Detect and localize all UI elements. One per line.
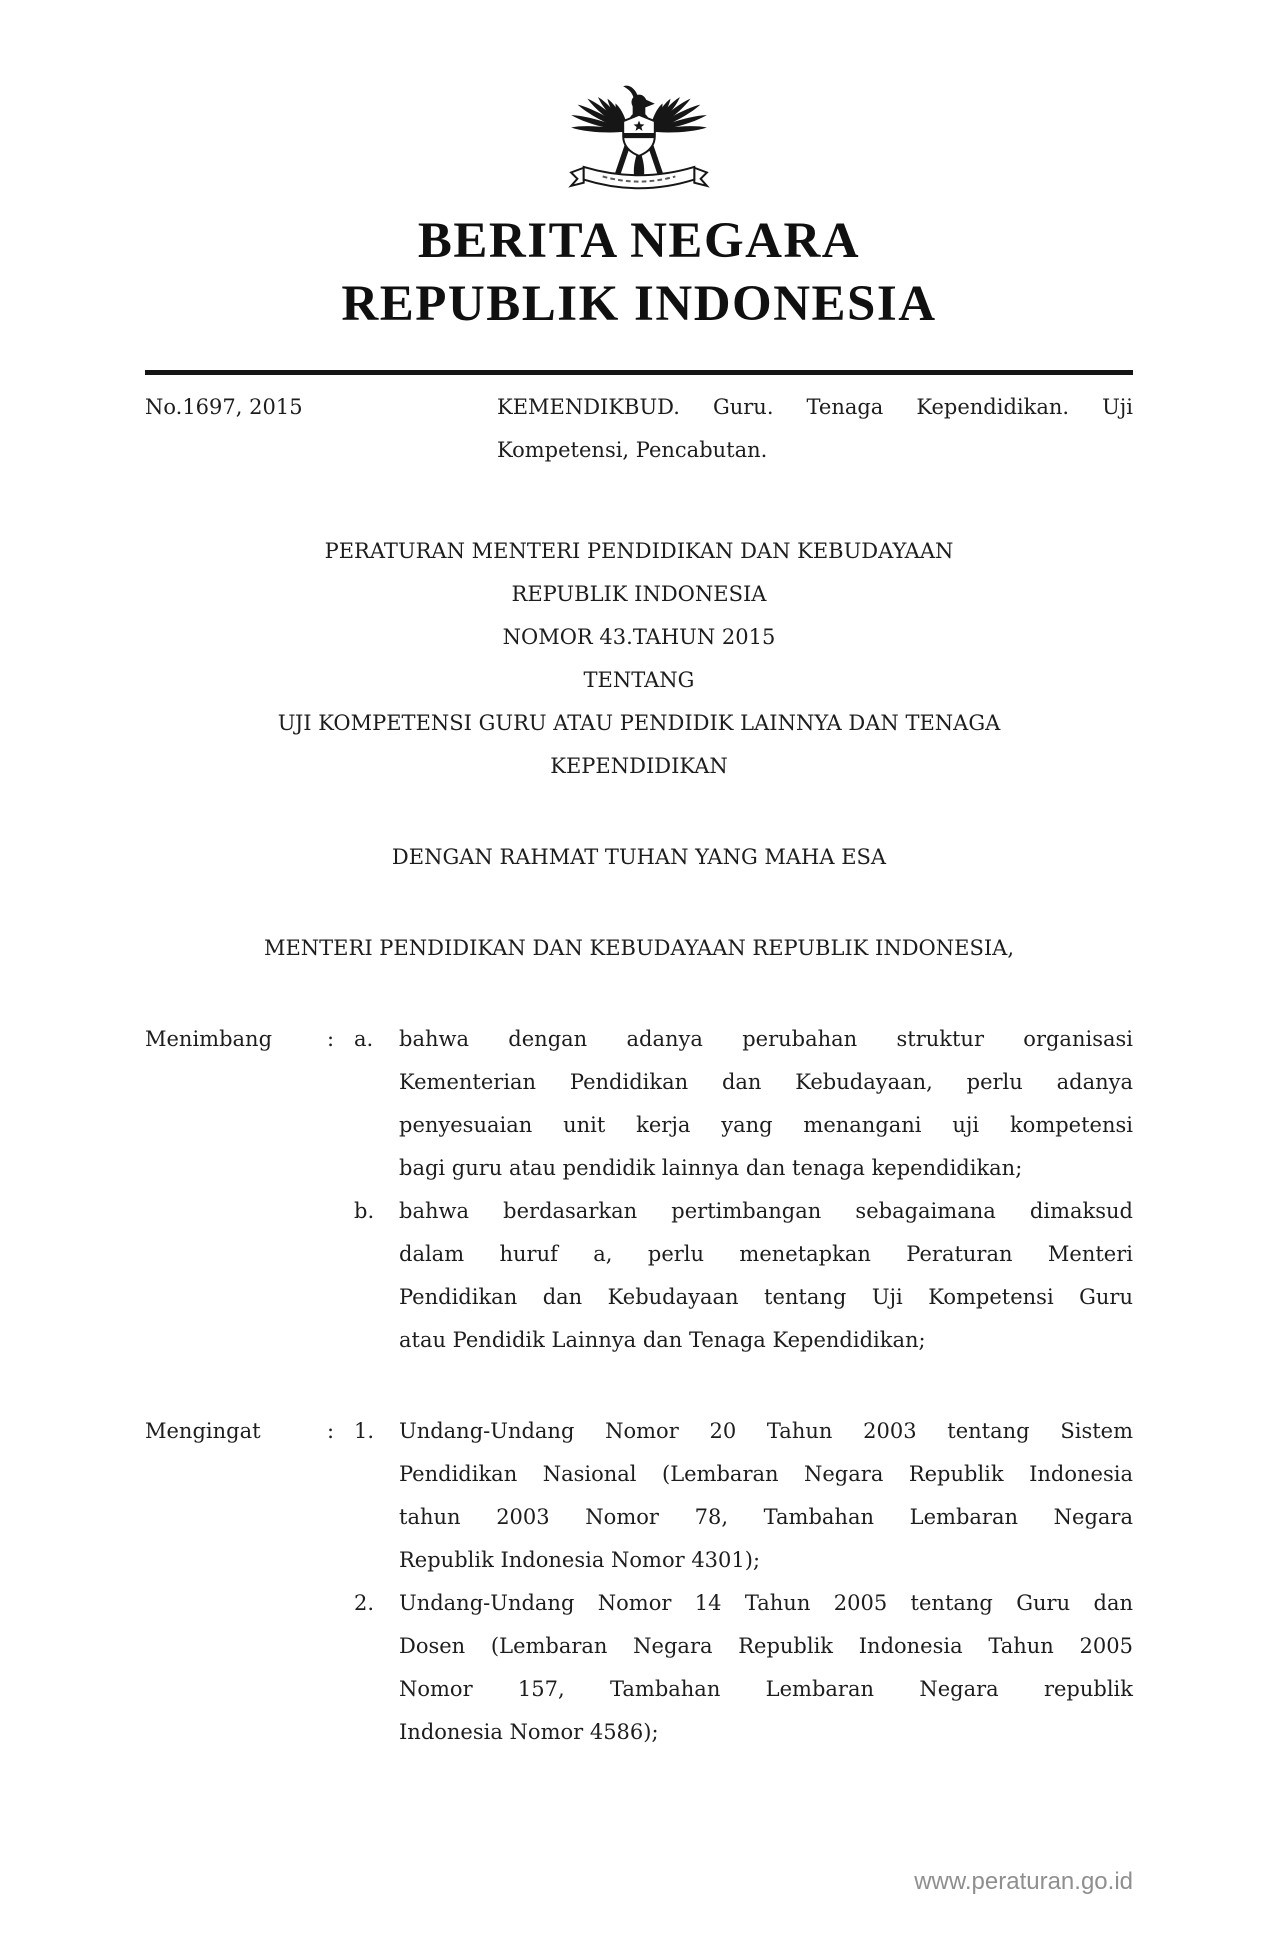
text-line: Pendidikan Nasional (Lembaran Negara Republik Indonesia — [399, 1461, 1133, 1486]
item-marker: a. — [354, 1026, 374, 1051]
gazette-title-line2: REPUBLIK INDONESIA — [341, 275, 937, 332]
text-line: Pendidikan dan Kebudayaan tentang Uji Kompetensi Guru — [399, 1284, 1133, 1309]
text-line: Kementerian Pendidikan dan Kebudayaan, perlu adanya — [399, 1069, 1133, 1094]
footer-url: www.peraturan.go.id — [914, 1868, 1133, 1895]
pancasila-shield — [623, 115, 655, 156]
gazette-number: No.1697, 2015 — [145, 394, 303, 419]
recalling-item-1 — [354, 1410, 1133, 1582]
garuda-pancasila-emblem — [560, 54, 718, 206]
left-wing — [570, 95, 630, 134]
beak — [645, 99, 655, 108]
masthead-rule — [145, 370, 1133, 375]
recalling-section — [145, 1410, 1133, 1754]
recalling-colon: : — [327, 1418, 335, 1443]
gazette-title — [145, 210, 1133, 336]
authority-line: MENTERI PENDIDIKAN DAN KEBUDAYAAN REPUBLIK INDONESIA, — [263, 935, 1015, 960]
regulation-title-line: PERATURAN MENTERI PENDIDIKAN DAN KEBUDAYAAN — [324, 538, 954, 563]
considering-section — [145, 1018, 1133, 1362]
text-line: penyesuaian unit kerja yang menangani uji kompetensi — [399, 1112, 1133, 1137]
regulation-tentang-line: TENTANG — [583, 667, 695, 692]
text-line: Indonesia Nomor 4586); — [399, 1719, 659, 1744]
text-line: Kompetensi, Pencabutan. — [497, 437, 768, 462]
garuda-emblem-svg — [560, 54, 718, 206]
gazette-title-line1: BERITA NEGARA — [417, 212, 861, 269]
item-text — [399, 1190, 1133, 1362]
regulation-subject-line: UJI KOMPETENSI GURU ATAU PENDIDIK LAINNYA DAN TENAGA — [277, 710, 1001, 735]
regulation-title-block — [145, 530, 1133, 788]
recalling-item-2 — [354, 1582, 1133, 1754]
item-text — [399, 1018, 1133, 1190]
regulation-subject-line: KEPENDIDIKAN — [550, 753, 728, 778]
considering-item-b — [354, 1190, 1133, 1362]
item-text — [399, 1410, 1133, 1582]
considering-colon: : — [327, 1026, 335, 1051]
text-line: Republik Indonesia Nomor 4301); — [399, 1547, 761, 1572]
considering-items — [354, 1018, 1133, 1362]
gazette-meta — [145, 386, 1133, 472]
considering-label: Menimbang — [145, 1026, 273, 1051]
item-marker: 2. — [354, 1590, 375, 1615]
text-line: KEMENDIKBUD. Guru. Tenaga Kependidikan. Uji — [497, 394, 1133, 419]
text-line: Undang-Undang Nomor 20 Tahun 2003 tentang Sistem — [399, 1418, 1133, 1443]
recalling-label: Mengingat — [145, 1418, 261, 1443]
considering-item-a — [354, 1018, 1133, 1190]
text-line: tahun 2003 Nomor 78, Tambahan Lembaran Negara — [399, 1504, 1133, 1529]
invocation-line: DENGAN RAHMAT TUHAN YANG MAHA ESA — [391, 844, 887, 869]
text-line: Nomor 157, Tambahan Lembaran Negara republik — [399, 1676, 1133, 1701]
text-line: Undang-Undang Nomor 14 Tahun 2005 tentang Guru dan — [399, 1590, 1133, 1615]
text-line: bahwa dengan adanya perubahan struktur organisasi — [399, 1026, 1133, 1051]
right-wing — [648, 95, 708, 134]
text-line: bahwa berdasarkan pertimbangan sebagaimana dimaksud — [399, 1198, 1133, 1223]
text-line: Dosen (Lembaran Negara Republik Indonesia Tahun 2005 — [399, 1633, 1133, 1658]
item-marker: b. — [354, 1198, 375, 1223]
text-line: atau Pendidik Lainnya dan Tenaga Kependidikan; — [399, 1327, 926, 1352]
regulation-title-line: REPUBLIK INDONESIA — [511, 581, 767, 606]
regulation-number-line: NOMOR 43.TAHUN 2015 — [502, 624, 776, 649]
text-line: dalam huruf a, perlu menetapkan Peraturan Menteri — [399, 1241, 1133, 1266]
gazette-subject — [497, 386, 1133, 472]
crest — [623, 86, 637, 98]
recalling-items — [354, 1410, 1133, 1754]
page-footer — [914, 1868, 1133, 1896]
item-marker: 1. — [354, 1418, 375, 1443]
text-line: bagi guru atau pendidik lainnya dan tenaga kependidikan; — [399, 1155, 1023, 1180]
item-text — [399, 1582, 1133, 1754]
